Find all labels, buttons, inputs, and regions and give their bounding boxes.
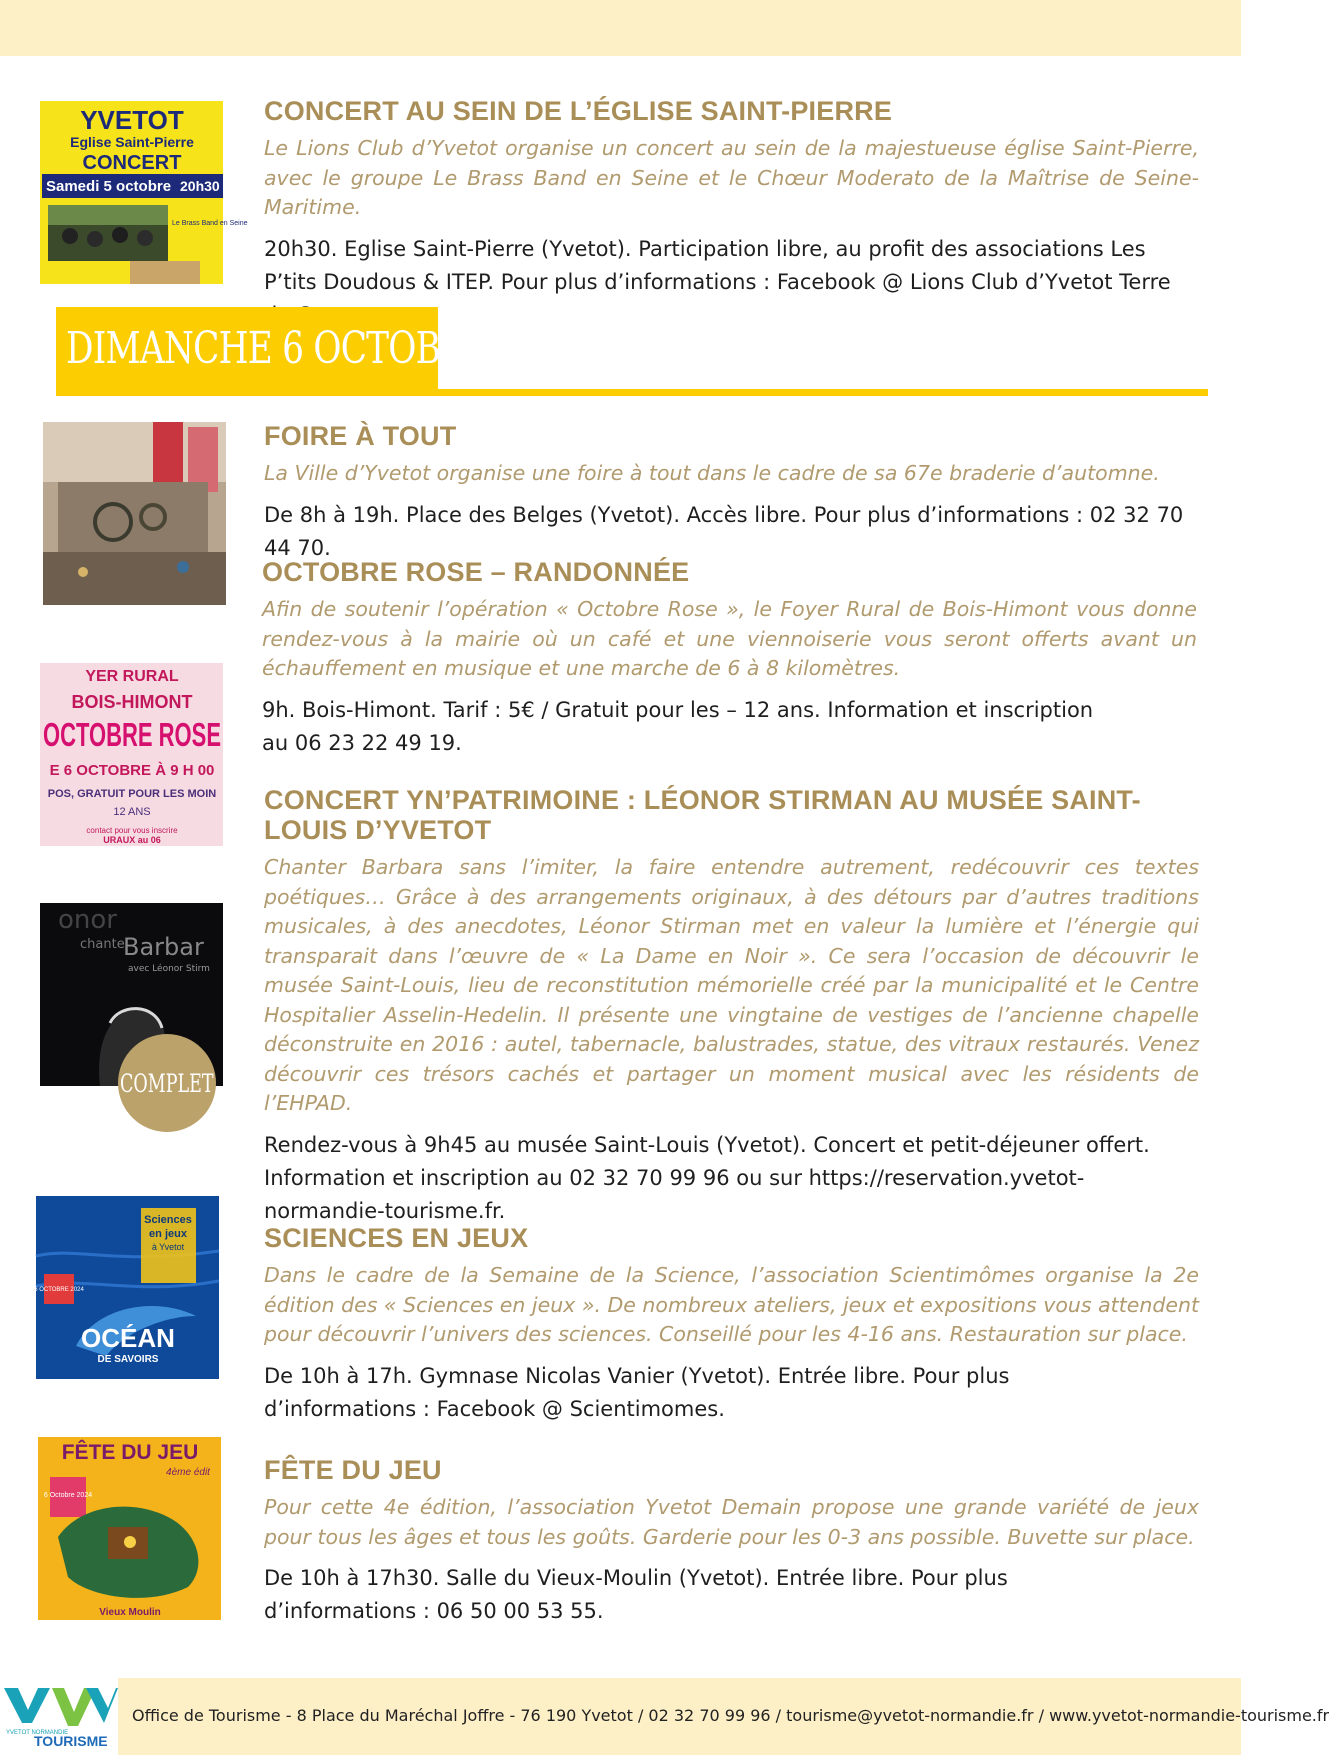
poster5-line4: OCÉAN: [81, 1323, 175, 1353]
tourisme-logo-art: [0, 1678, 118, 1755]
day-banner-underline: [56, 389, 1208, 396]
event-info: De 10h à 17h. Gymnase Nicolas Vanier (Yvetot). Entrée libre. Pour plus d’informations : Facebook @ Scientimomes.: [264, 1363, 1010, 1421]
octobre-rose-poster-art: [40, 663, 223, 846]
event-foire-a-tout: [264, 421, 1199, 565]
footer-contact-text: Office de Tourisme - 8 Place du Maréchal Joffre - 76 190 Yvetot / 02 32 70 99 96 / tourisme@yvetot-normandie.fr / www.yvetot-normandie-tourisme.fr: [132, 1706, 1329, 1725]
foire-photo-art: [43, 422, 226, 605]
poster6-line4: Vieux Moulin: [99, 1607, 161, 1618]
poster5-line6: 6 OCTOBRE 2024: [34, 1287, 84, 1293]
poster1-line3: CONCERT: [82, 152, 182, 174]
event-title: CONCERT YN’PATRIMOINE : LÉONOR STIRMAN AU MUSÉE SAINT-LOUIS D’YVETOT: [264, 785, 1141, 845]
poster5-line5: DE SAVOIRS: [97, 1354, 159, 1365]
fete-du-jeu-poster-art: [38, 1437, 221, 1620]
poster1-line6: Le Brass Band en Seine: [172, 220, 248, 227]
event-description: Pour cette 4e édition, l’association Yvetot Demain propose une grande variété de jeux pour tous les âges et tous les goûts. Garderie pour les 0-3 ans possible. Buvette sur place.: [264, 1495, 1199, 1549]
sciences-en-jeux-poster-image: [36, 1196, 219, 1379]
event-octobre-rose: [262, 557, 1197, 760]
sciences-poster-art: [36, 1196, 219, 1379]
poster4-line4: avec Léonor Stirm: [128, 964, 210, 974]
poster1-line4: Samedi 5 octobre: [46, 178, 172, 195]
tourisme-logo: [0, 1678, 118, 1755]
poster5-line2: en jeux: [149, 1228, 187, 1240]
event-concert-yn-patrimoine: [264, 785, 1199, 1228]
top-header-band: [0, 0, 1241, 56]
event-title: FOIRE À TOUT: [264, 421, 457, 451]
complet-badge-label: COMPLET: [120, 1068, 214, 1098]
event-fete-du-jeu: [264, 1455, 1199, 1628]
poster1-line5: 20h30: [180, 178, 220, 194]
day-banner-label: DIMANCHE 6 OCTOBRE: [66, 323, 490, 374]
event-title: OCTOBRE ROSE – RANDONNÉE: [262, 557, 690, 587]
event-info: 9h. Bois-Himont. Tarif : 5€ / Gratuit pour les – 12 ans. Information et inscription au 06 23 22 49 19.: [262, 697, 1094, 755]
day-banner: [56, 307, 490, 396]
poster6-line3: 6 Octobre 2024: [43, 1492, 93, 1499]
logo-word: TOURISME: [34, 1733, 108, 1749]
event-info: De 8h à 19h. Place des Belges (Yvetot). Accès libre. Pour plus d’informations : 02 32 70 44 70.: [264, 502, 1184, 560]
event-sciences-en-jeux: [264, 1223, 1199, 1426]
event-description: Afin de soutenir l’opération « Octobre Rose », le Foyer Rural de Bois-Himont vous donne rendez-vous à la mairie où un café et une viennoiserie vous seront offerts avant un échauffement en musique et une marche de 6 à 8 kilomètres.: [262, 597, 1197, 680]
foire-photo-image: [43, 422, 226, 605]
poster3-line3: OCTOBRE ROSE: [43, 716, 221, 753]
concert-poster-image: [40, 101, 248, 284]
poster3-line8: URAUX au 06: [103, 835, 161, 845]
event-concert-saint-pierre: [264, 96, 1199, 332]
event-info: 20h30. Eglise Saint-Pierre (Yvetot). Participation libre, au profit des associations Les P’tits Doudous & ITEP. Pour plus d’informations : Facebook @ Lions Club d’Yvetot Terre: [264, 236, 1171, 294]
octobre-rose-poster-image: [40, 663, 223, 846]
footer: [0, 1678, 1329, 1755]
poster3-line1: YER RURAL: [85, 668, 179, 685]
fete-du-jeu-poster-image: [38, 1437, 221, 1620]
poster1-line1: YVETOT: [80, 105, 184, 135]
event-description: Dans le cadre de la Semaine de la Science, l’association Scientimômes organise la 2e édition des « Sciences en jeux ». De nombreux ateliers, jeux et expositions vous attendent pour découvrir l’univers des sciences. Conseillé pour les 4-16 ans. Restauration sur place.: [264, 1263, 1200, 1346]
poster4-line2: chante: [80, 937, 125, 952]
poster3-line7: contact pour vous inscrire: [86, 826, 178, 835]
poster3-line6: 12 ANS: [113, 806, 151, 818]
event-title: SCIENCES EN JEUX: [264, 1223, 529, 1253]
complet-badge: [118, 1034, 216, 1132]
event-description: Le Lions Club d’Yvetot organise un concert au sein de la majestueuse église Saint-Pierre, avec le groupe Le Brass Band en Seine et le Chœur Moderato de la Maîtrise de Seine-Maritime.: [264, 136, 1199, 219]
poster1-line2: Eglise Saint-Pierre: [70, 134, 194, 150]
poster3-line4: E 6 OCTOBRE À 9 H 00: [49, 762, 215, 779]
concert-poster-art: [40, 101, 248, 284]
event-info: De 10h à 17h30. Salle du Vieux-Moulin (Yvetot). Entrée libre. Pour plus d’informations : 06 50 00 53 55.: [264, 1566, 1008, 1623]
poster4-line3: Barbar: [123, 933, 204, 961]
logo-small-text: YVETOT NORMANDIE: [6, 1730, 69, 1736]
event-description: Chanter Barbara sans l’imiter, la faire entendre autrement, redécouvrir ces textes poétiques… Grâce à des arrangements originaux, à des détours par d’autres traditions musicales, à des anecdotes, Léonor Stirman met en valeur la lumière et l’énergie qui transparait dans l’œuvre de « La Dame en Noir ». Ce sera l’occasion de découvrir le musée Saint-Louis, lieu de reconstitution mémorielle créé par la municipalité et le Centre Hospitalier Asselin-Hedelin. Il présente une vingtaine de vestiges de l’ancienne chapelle déconstruite en 2016 : autel, tabernacle, balustrades, statue, des vitraux restaurés. Venez découvrir ces trésors cachés et partager un moment musical avec les résidents de l’EHPAD.: [264, 855, 1199, 1115]
poster3-line5: POS, GRATUIT POUR LES MOIN: [47, 788, 217, 800]
poster5-line3: à Yvetot: [151, 1242, 185, 1252]
event-title: CONCERT AU SEIN DE L’ÉGLISE SAINT-PIERRE: [264, 96, 893, 126]
poster4-line1: onor: [58, 905, 117, 935]
poster6-line2: 4ème édit: [166, 1467, 210, 1478]
event-title: FÊTE DU JEU: [264, 1455, 442, 1485]
event-description: La Ville d’Yvetot organise une foire à tout dans le cadre de sa 67e braderie d’automne.: [264, 461, 1160, 485]
event-info: Rendez-vous à 9h45 au musée Saint-Louis (Yvetot). Concert et petit-déjeuner offert. Information et inscription au 02 32 70 99 96 ou sur https://reservation.yvetot-normandie-tourisme.fr.: [264, 1132, 1150, 1223]
poster5-line1: Sciences: [144, 1214, 192, 1226]
poster3-line2: BOIS-HIMONT: [71, 692, 193, 712]
poster6-line1: FÊTE DU JEU: [61, 1441, 199, 1464]
